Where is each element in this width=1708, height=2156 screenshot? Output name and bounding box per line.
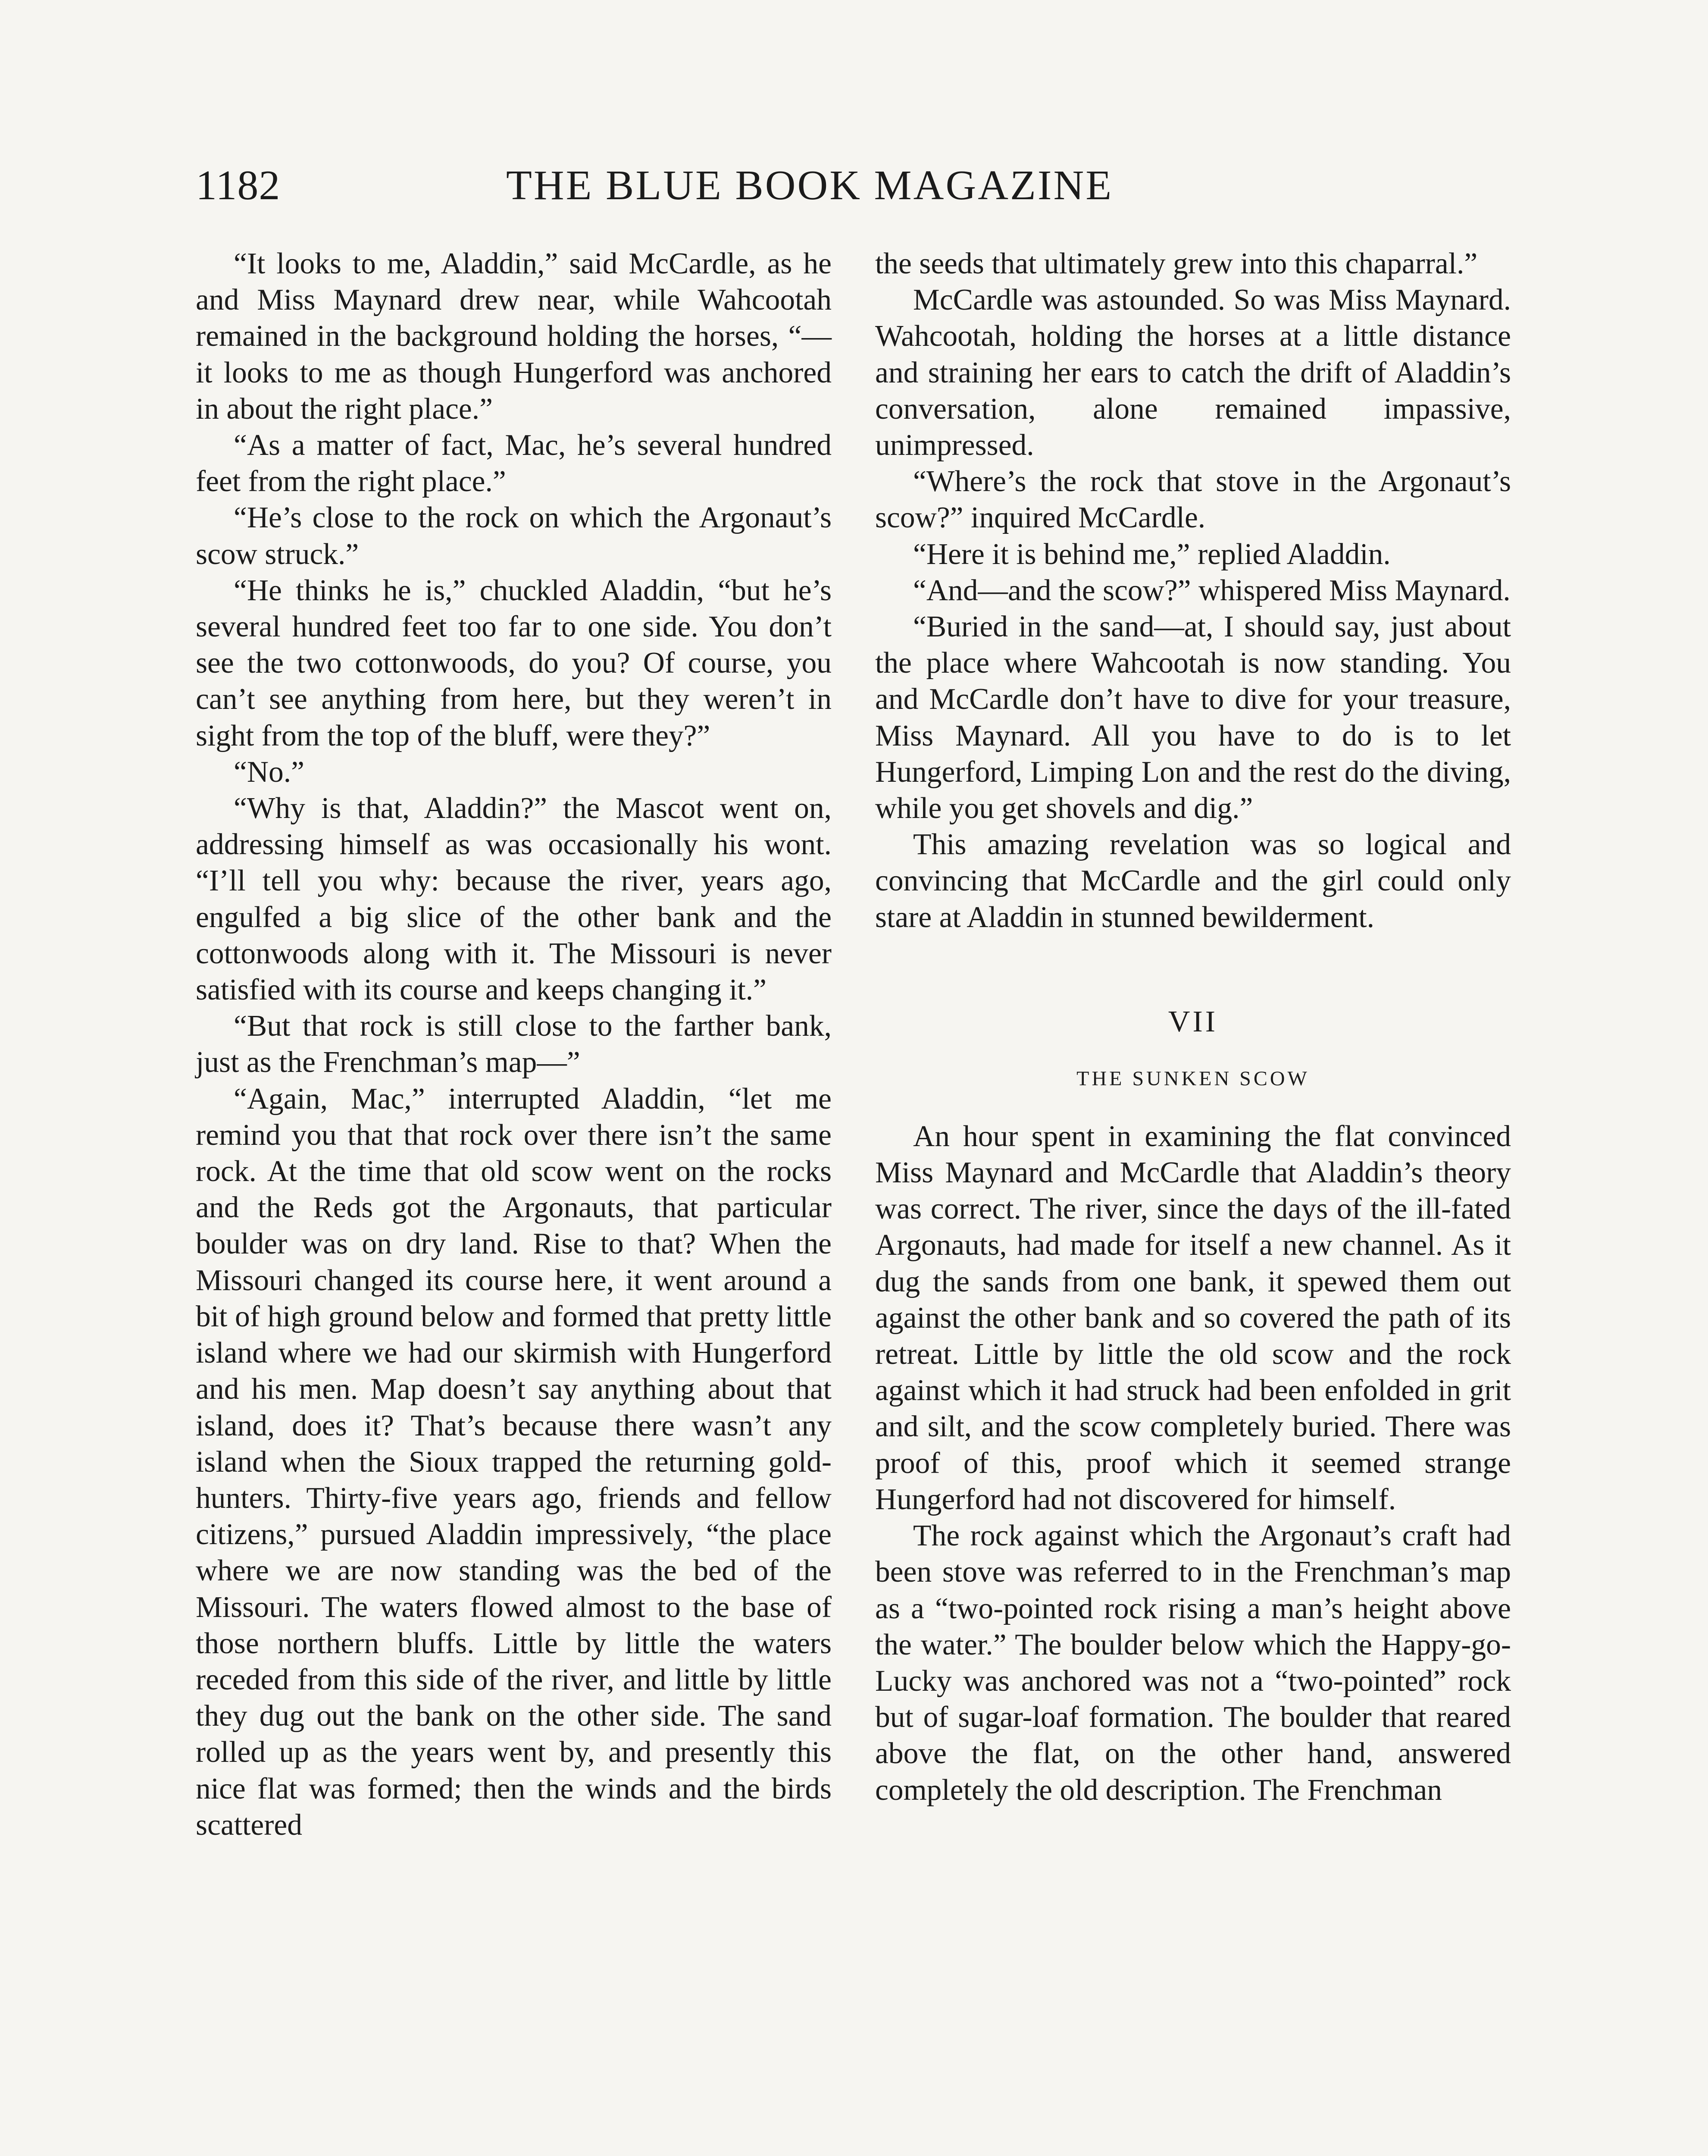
chapter-title: THE SUNKEN SCOW bbox=[1076, 1067, 1310, 1090]
paragraph: An hour spent in examining the flat convinced Miss Maynard and McCardle that Aladdin’s theory was correct. The river, since the days of the ill-fated Argonauts, had made for itself a new channel. As it dug the sands from one bank, it spewed them out against the other bank and so covered the path of its retreat. Little by little the old scow and the rock against which it had struck had been enfolded in grit and silt, and the scow completely buried. There was proof of this, proof which it seemed strange Hungerford had not discovered for himself. bbox=[875, 1119, 1511, 1516]
paragraph: McCardle was astounded. So was Miss Maynard. Wahcootah, holding the horses at a little distance and straining her ears to catch the drift of Aladdin’s conversation, alone remained impassive, unimpressed. bbox=[875, 283, 1511, 462]
magazine-title: THE BLUE BOOK MAGAZINE bbox=[506, 162, 1114, 209]
paragraph: “Buried in the sand—at, I should say, just about the place where Wahcootah is now standing. You and McCardle don’t have to dive for your treasure, Miss Maynard. All you have to do is to let Hungerford, Limping Lon and the rest do the diving, while you get shovels and dig.” bbox=[875, 610, 1511, 825]
left-column bbox=[196, 246, 832, 1843]
paragraph: “He thinks he is,” chuckled Aladdin, “but he’s several hundred feet too far to one side. You don’t see the two cottonwoods, do you? Of course, you can’t see anything from here, but they weren’t in sight from the top of the bluff, were they?” bbox=[196, 573, 832, 752]
paragraph: “And—and the scow?” whispered Miss Maynard. bbox=[913, 573, 1511, 607]
section-gap bbox=[875, 936, 1511, 970]
paragraph: “But that rock is still close to the farther bank, just as the Frenchman’s map—” bbox=[196, 1009, 832, 1079]
paragraph: “It looks to me, Aladdin,” said McCardle, as he and Miss Maynard drew near, while Wahcootah remained in the background holding the horses, “—it looks to me as though Hungerford was anchored in about the right place.” bbox=[196, 247, 832, 426]
paragraph: “Why is that, Aladdin?” the Mascot went on, addressing himself as was occasionally his wont. “I’ll tell you why: because the river, years ago, engulfed a big slice of the other bank and the cottonwoods along with it. The Missouri is never satisfied with its course and keeps changing it.” bbox=[196, 792, 832, 1007]
paragraph: “Where’s the rock that stove in the Argonaut’s scow?” inquired McCardle. bbox=[875, 465, 1511, 535]
chapter-number: VII bbox=[1168, 1005, 1218, 1038]
page-header bbox=[196, 160, 1342, 211]
paragraph: The rock against which the Argonaut’s craft had been stove was referred to in the Frenchman’s map as a “two-pointed rock rising a man’s height above the water.” The boulder below which the Happy-go-Lucky was anchored was not a “two-pointed” rock but of sugar-loaf formation. The boulder that reared above the flat, on the other hand, answered completely the old description. The Frenchman bbox=[875, 1519, 1511, 1807]
paragraph-continuation: the seeds that ultimately grew into this chaparral.” bbox=[875, 247, 1478, 280]
right-column bbox=[875, 246, 1511, 1808]
paragraph: “No.” bbox=[234, 755, 305, 789]
page-number: 1182 bbox=[196, 162, 281, 209]
paragraph: This amazing revelation was so logical and convincing that McCardle and the girl could only stare at Aladdin in stunned bewilderment. bbox=[875, 828, 1511, 934]
paragraph: “Again, Mac,” interrupted Aladdin, “let me remind you that that rock over there isn’t the same rock. At the time that old scow went on the rocks and the Reds got the Argonauts, that particular boulder was on dry land. Rise to that? When the Missouri changed its course here, it went around a bit of high ground below and formed that pretty little island where we had our skirmish with Hungerford and his men. Map doesn’t say anything about that island, does it? That’s because there wasn’t any island when the Sioux trapped the returning gold-hunters. Thirty-five years ago, friends and fellow citizens,” pursued Aladdin impressively, “the place where we are now standing was the bed of the Missouri. The waters flowed almost to the base of those northern bluffs. Little by little the waters receded from this side of the river, and little by little they dug out the bank on the other side. The sand rolled up as the years went by, and presently this nice flat was formed; then the winds and the birds scattered bbox=[196, 1082, 832, 1842]
paragraph: “Here it is behind me,” replied Aladdin. bbox=[913, 537, 1391, 571]
paragraph: “As a matter of fact, Mac, he’s several hundred feet from the right place.” bbox=[196, 429, 832, 498]
paragraph: “He’s close to the rock on which the Argonaut’s scow struck.” bbox=[196, 501, 832, 571]
